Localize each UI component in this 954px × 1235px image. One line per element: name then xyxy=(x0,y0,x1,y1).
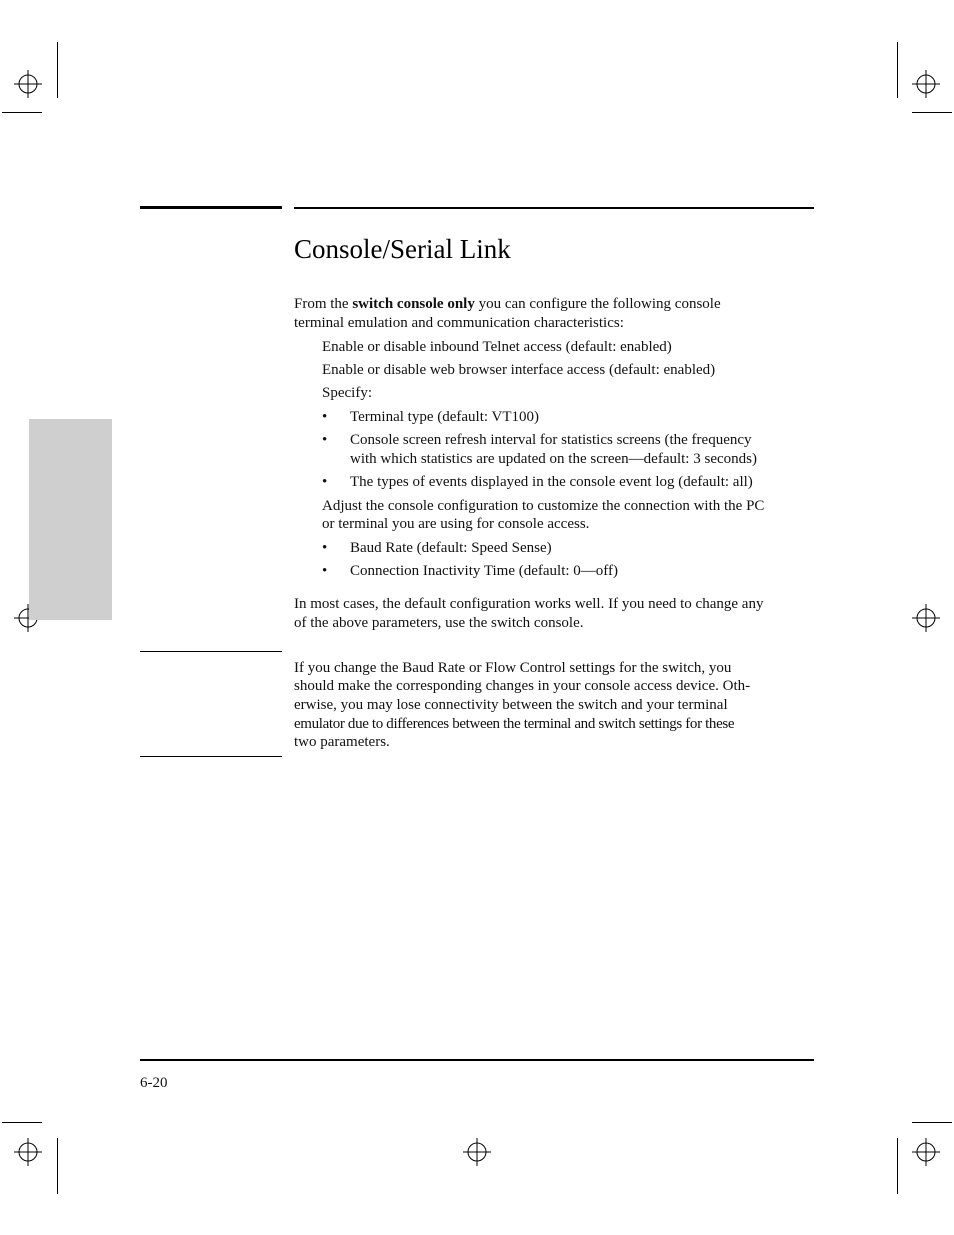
bullet-terminal-type: Terminal type (default: VT100) xyxy=(350,409,540,425)
section-title: Console/Serial Link xyxy=(294,234,511,264)
bullet-glyph: • xyxy=(322,540,328,556)
bullet-refresh-line-1: Console screen refresh interval for statistics screens (the frequency xyxy=(350,432,752,448)
note-line-2: should make the corresponding changes in your console access device. Oth- xyxy=(294,678,751,694)
adjust-line-1: Adjust the console configuration to customize the connection with the PC xyxy=(322,498,765,514)
crop-mark xyxy=(912,112,952,113)
note-line-4: emulator due to differences between the terminal and switch settings for these xyxy=(294,716,735,732)
bullet-inactivity-time: Connection Inactivity Time (default: 0—off) xyxy=(350,563,619,579)
registration-mark-icon xyxy=(912,1138,940,1166)
crop-mark xyxy=(912,1122,952,1123)
registration-mark-icon xyxy=(912,70,940,98)
crop-mark xyxy=(57,1138,58,1194)
crop-mark xyxy=(57,42,58,98)
bullet-refresh-line-2: with which statistics are updated on the screen—default: 3 seconds) xyxy=(350,451,757,467)
note-rule-top xyxy=(140,651,282,652)
bullet-glyph: • xyxy=(322,409,328,425)
crop-mark xyxy=(897,42,898,98)
intro-bold: switch console only xyxy=(352,296,475,312)
note-line-1: If you change the Baud Rate or Flow Control settings for the switch, you xyxy=(294,660,732,676)
bullet-glyph: • xyxy=(322,474,328,490)
page-number: 6-20 xyxy=(140,1075,168,1091)
note-rule-bottom xyxy=(140,756,282,757)
bullet-baud-rate: Baud Rate (default: Speed Sense) xyxy=(350,540,552,556)
closing-line-1: In most cases, the default configuration works well. If you need to change any xyxy=(294,596,764,612)
intro-line-1 xyxy=(294,295,721,314)
crop-mark xyxy=(2,1122,42,1123)
bullet-glyph: • xyxy=(322,563,328,579)
intro-line-2: terminal emulation and communication characteristics: xyxy=(294,315,624,331)
closing-line-2: of the above parameters, use the switch console. xyxy=(294,615,584,631)
intro-suffix: you can configure the following console xyxy=(474,296,721,312)
chapter-tab xyxy=(29,419,112,620)
header-rule-left xyxy=(140,206,282,209)
intro-prefix: From the xyxy=(294,296,353,312)
footer-rule xyxy=(140,1059,814,1061)
bullet-glyph: • xyxy=(322,432,328,448)
bullet-event-types: The types of events displayed in the console event log (default: all) xyxy=(350,474,753,490)
header-rule-right xyxy=(294,207,814,209)
note-line-3: erwise, you may lose connectivity between the switch and your terminal xyxy=(294,697,728,713)
crop-mark xyxy=(2,112,42,113)
registration-mark-icon xyxy=(463,1138,491,1166)
item-telnet: Enable or disable inbound Telnet access (default: enabled) xyxy=(322,339,672,355)
registration-mark-icon xyxy=(912,604,940,632)
adjust-line-2: or terminal you are using for console access. xyxy=(322,516,590,532)
registration-mark-icon xyxy=(14,70,42,98)
registration-mark-icon xyxy=(14,1138,42,1166)
note-line-5: two parameters. xyxy=(294,734,390,750)
item-web-browser: Enable or disable web browser interface access (default: enabled) xyxy=(322,362,716,378)
item-specify: Specify: xyxy=(322,385,372,401)
crop-mark xyxy=(897,1138,898,1194)
